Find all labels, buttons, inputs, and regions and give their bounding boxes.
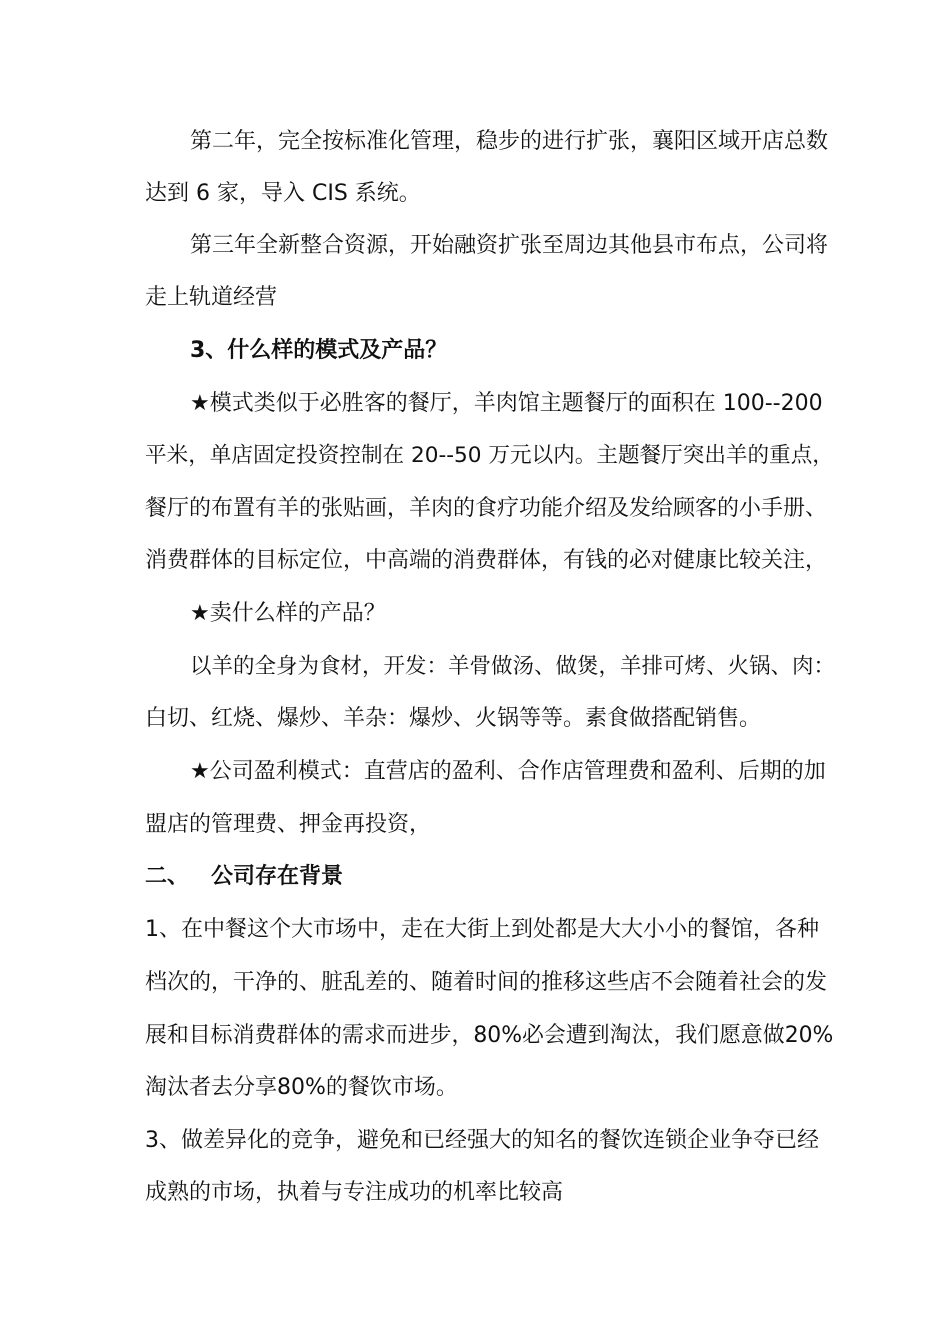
paragraph-background-3-line-2: 成熟的市场，执着与专注成功的机率比较高 [145,1180,564,1205]
paragraph-year3-line-2: 走上轨道经营 [145,285,278,310]
paragraph-products-line-2: 白切、红烧、爆炒、羊杂：爆炒、火锅等等。素食做搭配销售。 [145,706,762,731]
section-number: 二、 [145,864,190,889]
paragraph-model-line-1: ★模式类似于必胜客的餐厅，羊肉馆主题餐厅的面积在 100--200 [190,391,823,416]
paragraph-products-question: ★卖什么样的产品？ [190,601,386,626]
paragraph-model-line-4: 消费群体的目标定位，中高端的消费群体，有钱的必对健康比较关注， [145,548,828,573]
paragraph-model-line-2: 平米，单店固定投资控制在 20--50 万元以内。主题餐厅突出羊的重点， [145,443,834,468]
paragraph-background-1-line-2: 档次的，干净的、脏乱差的、随着时间的推移这些店不会随着社会的发 [145,970,828,995]
paragraph-year2-line-2: 达到 6 家，导入 CIS 系统。 [145,181,421,206]
section-heading-background [145,862,343,892]
paragraph-model-line-3: 餐厅的布置有羊的张贴画，羊肉的食疗功能介绍及发给顾客的小手册、 [145,496,828,521]
paragraph-background-1-line-3: 展和目标消费群体的需求而进步，80%必会遭到淘汰，我们愿意做20% [145,1023,834,1048]
paragraph-profit-line-2: 盟店的管理费、押金再投资， [145,812,432,837]
paragraph-year3-line-1: 第三年全新整合资源，开始融资扩张至周边其他县市布点，公司将 [190,233,829,258]
paragraph-background-3-line-1: 3、做差异化的竞争，避免和已经强大的知名的餐饮连锁企业争夺已经 [145,1128,819,1153]
paragraph-background-1-line-1: 1、在中餐这个大市场中，走在大街上到处都是大大小小的餐馆，各种 [145,917,819,942]
paragraph-profit-line-1: ★公司盈利模式：直营店的盈利、合作店管理费和盈利、后期的加 [190,759,826,784]
heading-model-and-products: 3、什么样的模式及产品？ [190,338,448,363]
paragraph-products-line-1: 以羊的全身为食材，开发：羊骨做汤、做煲，羊排可烤、火锅、肉： [190,654,836,679]
section-title: 公司存在背景 [211,864,344,889]
paragraph-year2-line-1: 第二年，完全按标准化管理，稳步的进行扩张，襄阳区域开店总数 [190,129,829,154]
paragraph-background-1-line-4: 淘汰者去分享80%的餐饮市场。 [145,1075,458,1100]
